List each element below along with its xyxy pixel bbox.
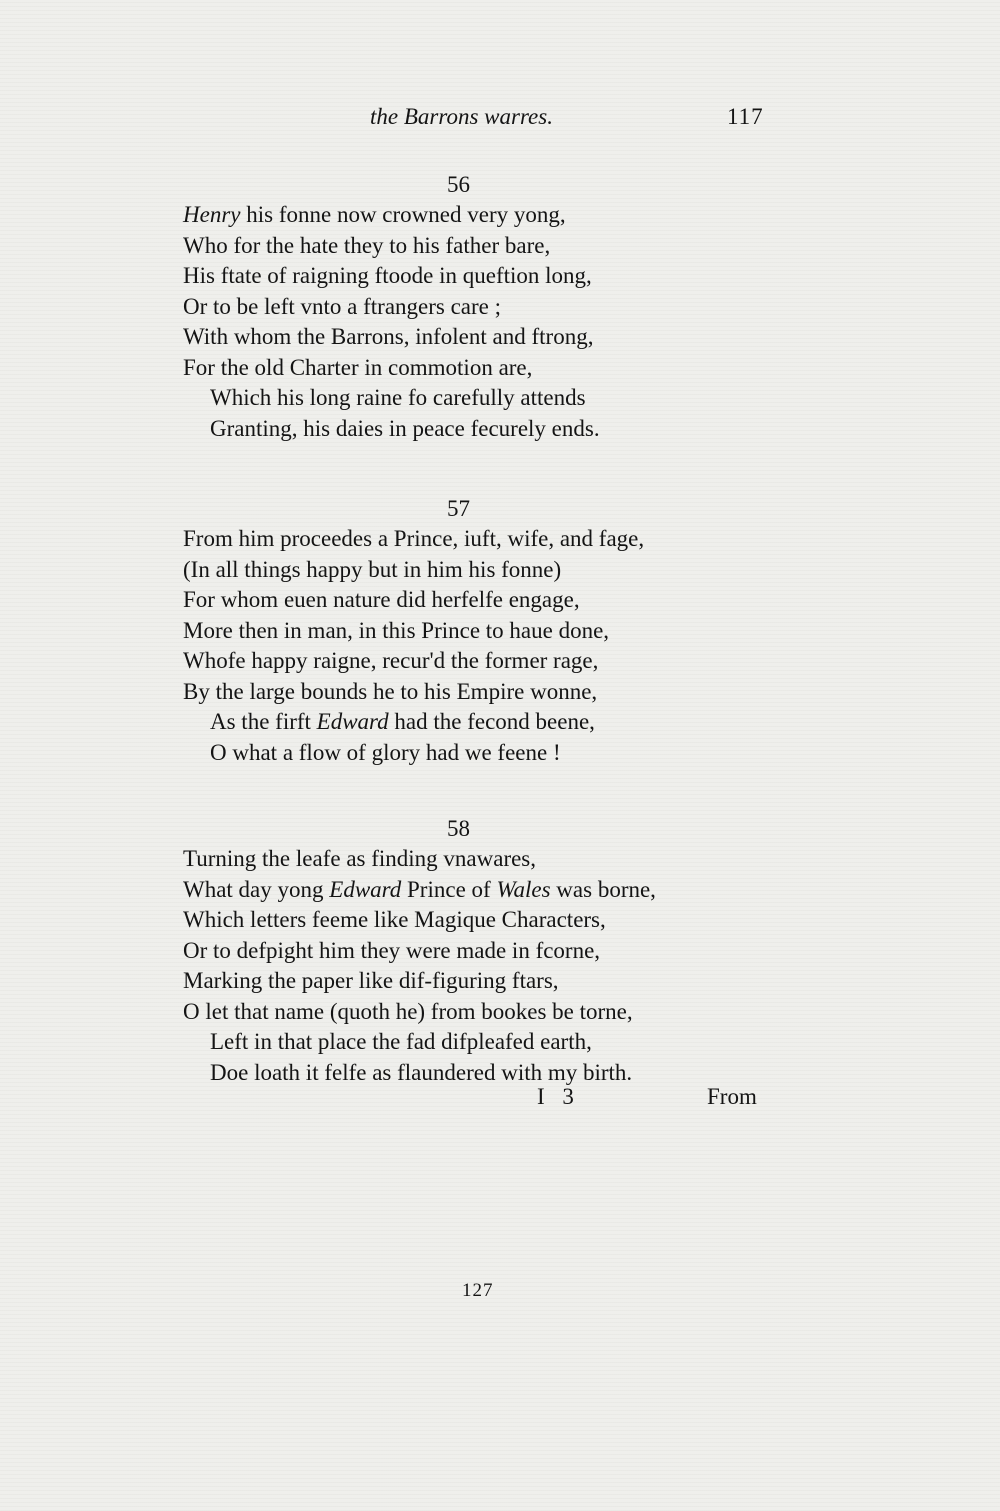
catchword: From: [707, 1084, 757, 1109]
verse-line: From him proceedes a Prince, iuft, wife, and fage,: [183, 526, 645, 551]
verse-line: What day yong Edward Prince of Wales was borne,: [183, 876, 656, 902]
stanza-56: [183, 170, 783, 444]
verse-line: For whom euen nature did herfelfe engage,: [183, 587, 580, 612]
verse-line: By the large bounds he to his Empire wonne,: [183, 678, 598, 704]
verse-line: His ftate of raigning ftoode in queftion long,: [183, 263, 592, 288]
signature-mark: I 3: [537, 1084, 580, 1109]
verse-line: For the old Charter in commotion are,: [183, 354, 533, 380]
verse-line: Henry his fonne now crowned very yong,: [183, 202, 566, 227]
verse-line: Or to defpight him they were made in fcorne,: [183, 937, 601, 963]
bottom-page-number: 127: [462, 1280, 494, 1301]
verse-line: As the firft Edward had the fecond beene,: [210, 709, 595, 734]
stanza-number: 56: [447, 172, 470, 197]
verse-line: Marking the paper like dif-figuring ftars,: [183, 968, 559, 993]
verse-line: Turning the leafe as finding vnawares,: [183, 846, 537, 871]
stanza-number: 58: [447, 816, 470, 841]
stanza-number: 57: [447, 496, 470, 521]
verse-line: (In all things happy but in him his fonne): [183, 556, 562, 582]
verse-line: O let that name (quoth he) from bookes be torne,: [183, 998, 633, 1024]
verse-line: Left in that place the fad difpleafed earth,: [210, 1029, 592, 1054]
verse-line: More then in man, in this Prince to haue done,: [183, 617, 610, 643]
verse-line: Whofe happy raigne, recur'd the former rage,: [183, 648, 599, 673]
running-title: the Barrons warres.: [370, 104, 553, 129]
verse-line: O what a flow of glory had we feene !: [210, 739, 561, 765]
stanza-57: [183, 494, 783, 768]
page-number: 117: [727, 104, 764, 129]
verse-line: Which his long raine fo carefully attends: [210, 385, 586, 410]
verse-line: Granting, his daies in peace fecurely ends.: [210, 415, 600, 441]
verse-line: Which letters feeme like Magique Characters,: [183, 907, 606, 932]
verse-line: Who for the hate they to his father bare,: [183, 232, 551, 258]
verse-line: Doe loath it felfe as flaundered with my birth.: [210, 1059, 633, 1085]
verse-line: Or to be left vnto a ftrangers care ;: [183, 293, 502, 319]
verse-line: With whom the Barrons, infolent and ftrong,: [183, 324, 594, 349]
stanza-58: [183, 814, 783, 1088]
